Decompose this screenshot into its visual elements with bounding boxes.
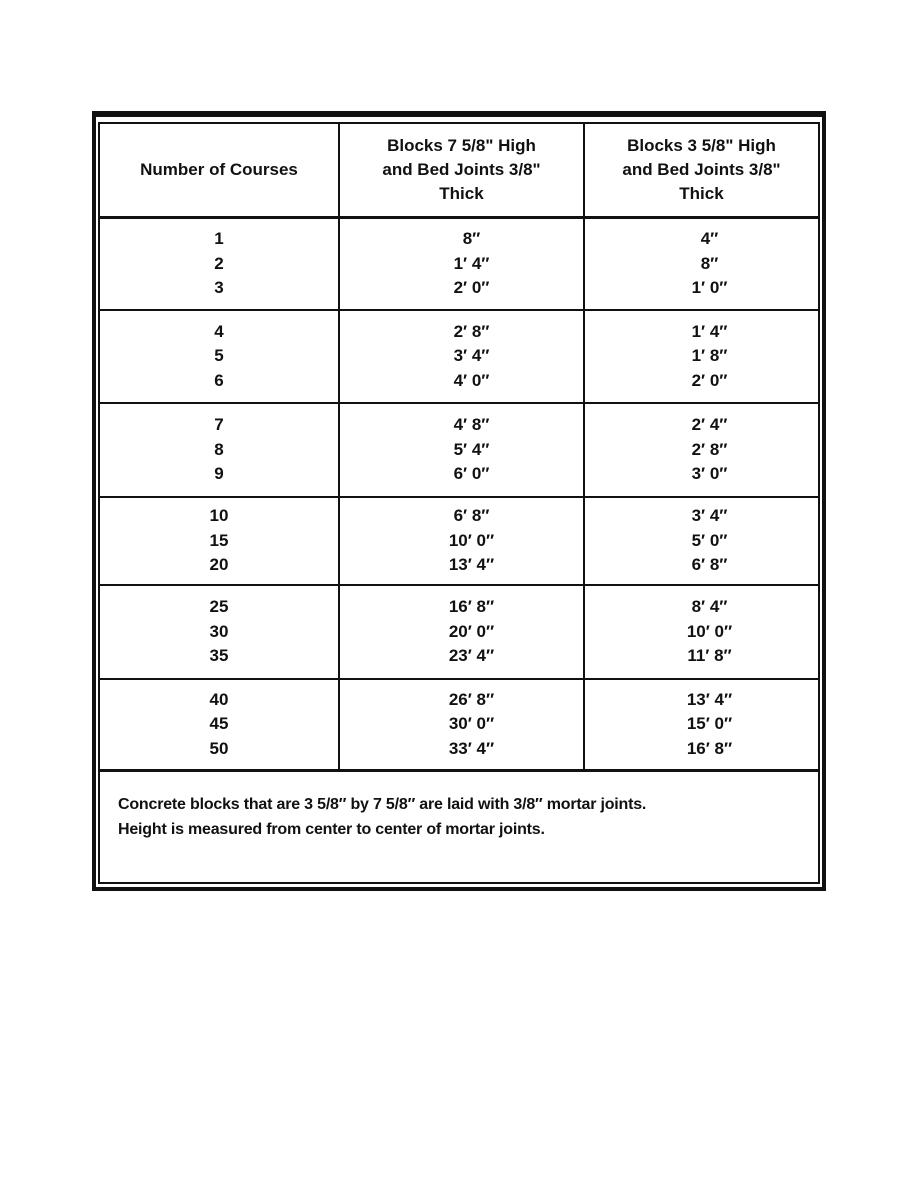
- table-cell-value: 1′ 4″: [691, 321, 728, 341]
- table-cell-value: 25: [209, 597, 229, 617]
- table-cell-value: 2′ 0″: [453, 278, 490, 298]
- courses-cell: [100, 498, 340, 584]
- table-cell-value: 4″: [700, 229, 719, 249]
- table-cell-value: 30: [209, 621, 229, 641]
- height-7-5-8-cell: [340, 219, 585, 309]
- table-cell-value: 3′ 4″: [691, 506, 728, 526]
- table-cell-value: 2′ 0″: [691, 370, 728, 390]
- table-cell-value: 13′ 4″: [448, 555, 495, 575]
- height-7-5-8-cell: [340, 404, 585, 496]
- table-cell-value: 2′ 4″: [691, 415, 728, 435]
- table-cell-value: 2′ 8″: [691, 439, 728, 459]
- table-cell-value: 16′ 8″: [448, 597, 495, 617]
- table-cell-value: 3: [214, 278, 224, 298]
- header-blocks-3-5-8: Blocks 3 5/8" High and Bed Joints 3/8" Thick: [622, 136, 781, 203]
- table-cell-value: 6′ 8″: [691, 555, 728, 575]
- table-cell-value: 20′ 0″: [448, 621, 495, 641]
- table-row-group: [100, 219, 818, 311]
- height-3-5-8-cell: [585, 311, 818, 402]
- course-height-table: [92, 111, 826, 891]
- height-3-5-8-cell: [585, 498, 818, 584]
- table-cell-value: 26′ 8″: [448, 689, 495, 709]
- table-cell-value: 20: [209, 555, 229, 575]
- header-blocks-7-5-8: Blocks 7 5/8" High and Bed Joints 3/8" Thick: [340, 124, 585, 216]
- table-cell-value: 1′ 0″: [691, 278, 728, 298]
- table-footnote: Concrete blocks that are 3 5/8″ by 7 5/8″ are laid with 3/8″ mortar joints. Height is measured from center to center of mortar joints.: [118, 796, 647, 838]
- table-cell-value: 30′ 0″: [448, 714, 495, 734]
- table-cell-value: 1: [214, 229, 224, 249]
- courses-cell: [100, 404, 340, 496]
- table-cell-value: 15: [209, 530, 229, 550]
- courses-cell: [100, 680, 340, 769]
- table-cell-value: 6′ 0″: [453, 464, 490, 484]
- table-cell-value: 10: [209, 506, 229, 526]
- table-cell-value: 3′ 0″: [691, 464, 728, 484]
- height-7-5-8-cell: [340, 586, 585, 678]
- table-cell-value: 1′ 4″: [453, 253, 490, 273]
- table-cell-value: 13′ 4″: [686, 689, 733, 709]
- height-7-5-8-cell: [340, 498, 585, 584]
- table-cell-value: 35: [209, 646, 229, 666]
- table-cell-value: 1′ 8″: [691, 346, 728, 366]
- table-row-group: [100, 404, 818, 498]
- table-cell-value: 5′ 0″: [691, 530, 728, 550]
- height-3-5-8-cell: [585, 404, 818, 496]
- table-cell-value: 50: [209, 738, 229, 758]
- courses-cell: [100, 586, 340, 678]
- table-row-group: [100, 498, 818, 586]
- table-cell-value: 11′ 8″: [687, 646, 732, 666]
- table-cell-value: 5: [214, 346, 224, 366]
- height-7-5-8-cell: [340, 680, 585, 769]
- table-row-group: [100, 586, 818, 680]
- table-cell-value: 40: [209, 689, 229, 709]
- table-cell-value: 10′ 0″: [448, 530, 495, 550]
- table-cell-value: 8″: [700, 253, 719, 273]
- table-cell-value: 4′ 8″: [453, 415, 490, 435]
- table-cell-value: 6: [214, 370, 224, 390]
- table-cell-value: 2′ 8″: [453, 321, 490, 341]
- table-cell-value: 45: [209, 714, 229, 734]
- table-header-row: [100, 124, 818, 219]
- table-cell-value: 16′ 8″: [686, 738, 733, 758]
- table-cell-value: 3′ 4″: [453, 346, 490, 366]
- table-body: [100, 219, 818, 778]
- courses-cell: [100, 219, 340, 309]
- table-cell-value: 7: [214, 415, 224, 435]
- table-cell-value: 33′ 4″: [448, 738, 495, 758]
- height-3-5-8-cell: [585, 586, 818, 678]
- table-cell-value: 8″: [462, 229, 481, 249]
- header-number-of-courses: Number of Courses: [100, 124, 340, 216]
- height-3-5-8-cell: [585, 219, 818, 309]
- height-3-5-8-cell: [585, 680, 818, 769]
- table-inner-border: [98, 122, 820, 884]
- table-cell-value: 4: [214, 321, 224, 341]
- table-cell-value: 8: [214, 439, 224, 459]
- table-cell-value: 2: [214, 253, 224, 273]
- table-row-group: [100, 311, 818, 404]
- table-cell-value: 4′ 0″: [453, 370, 490, 390]
- table-cell-value: 23′ 4″: [448, 646, 495, 666]
- height-7-5-8-cell: [340, 311, 585, 402]
- table-cell-value: 8′ 4″: [691, 597, 728, 617]
- table-cell-value: 9: [214, 464, 224, 484]
- courses-cell: [100, 311, 340, 402]
- table-cell-value: 5′ 4″: [453, 439, 490, 459]
- table-cell-value: 10′ 0″: [686, 621, 733, 641]
- table-cell-value: 6′ 8″: [453, 506, 490, 526]
- table-cell-value: 15′ 0″: [686, 714, 733, 734]
- table-row-group: [100, 680, 818, 772]
